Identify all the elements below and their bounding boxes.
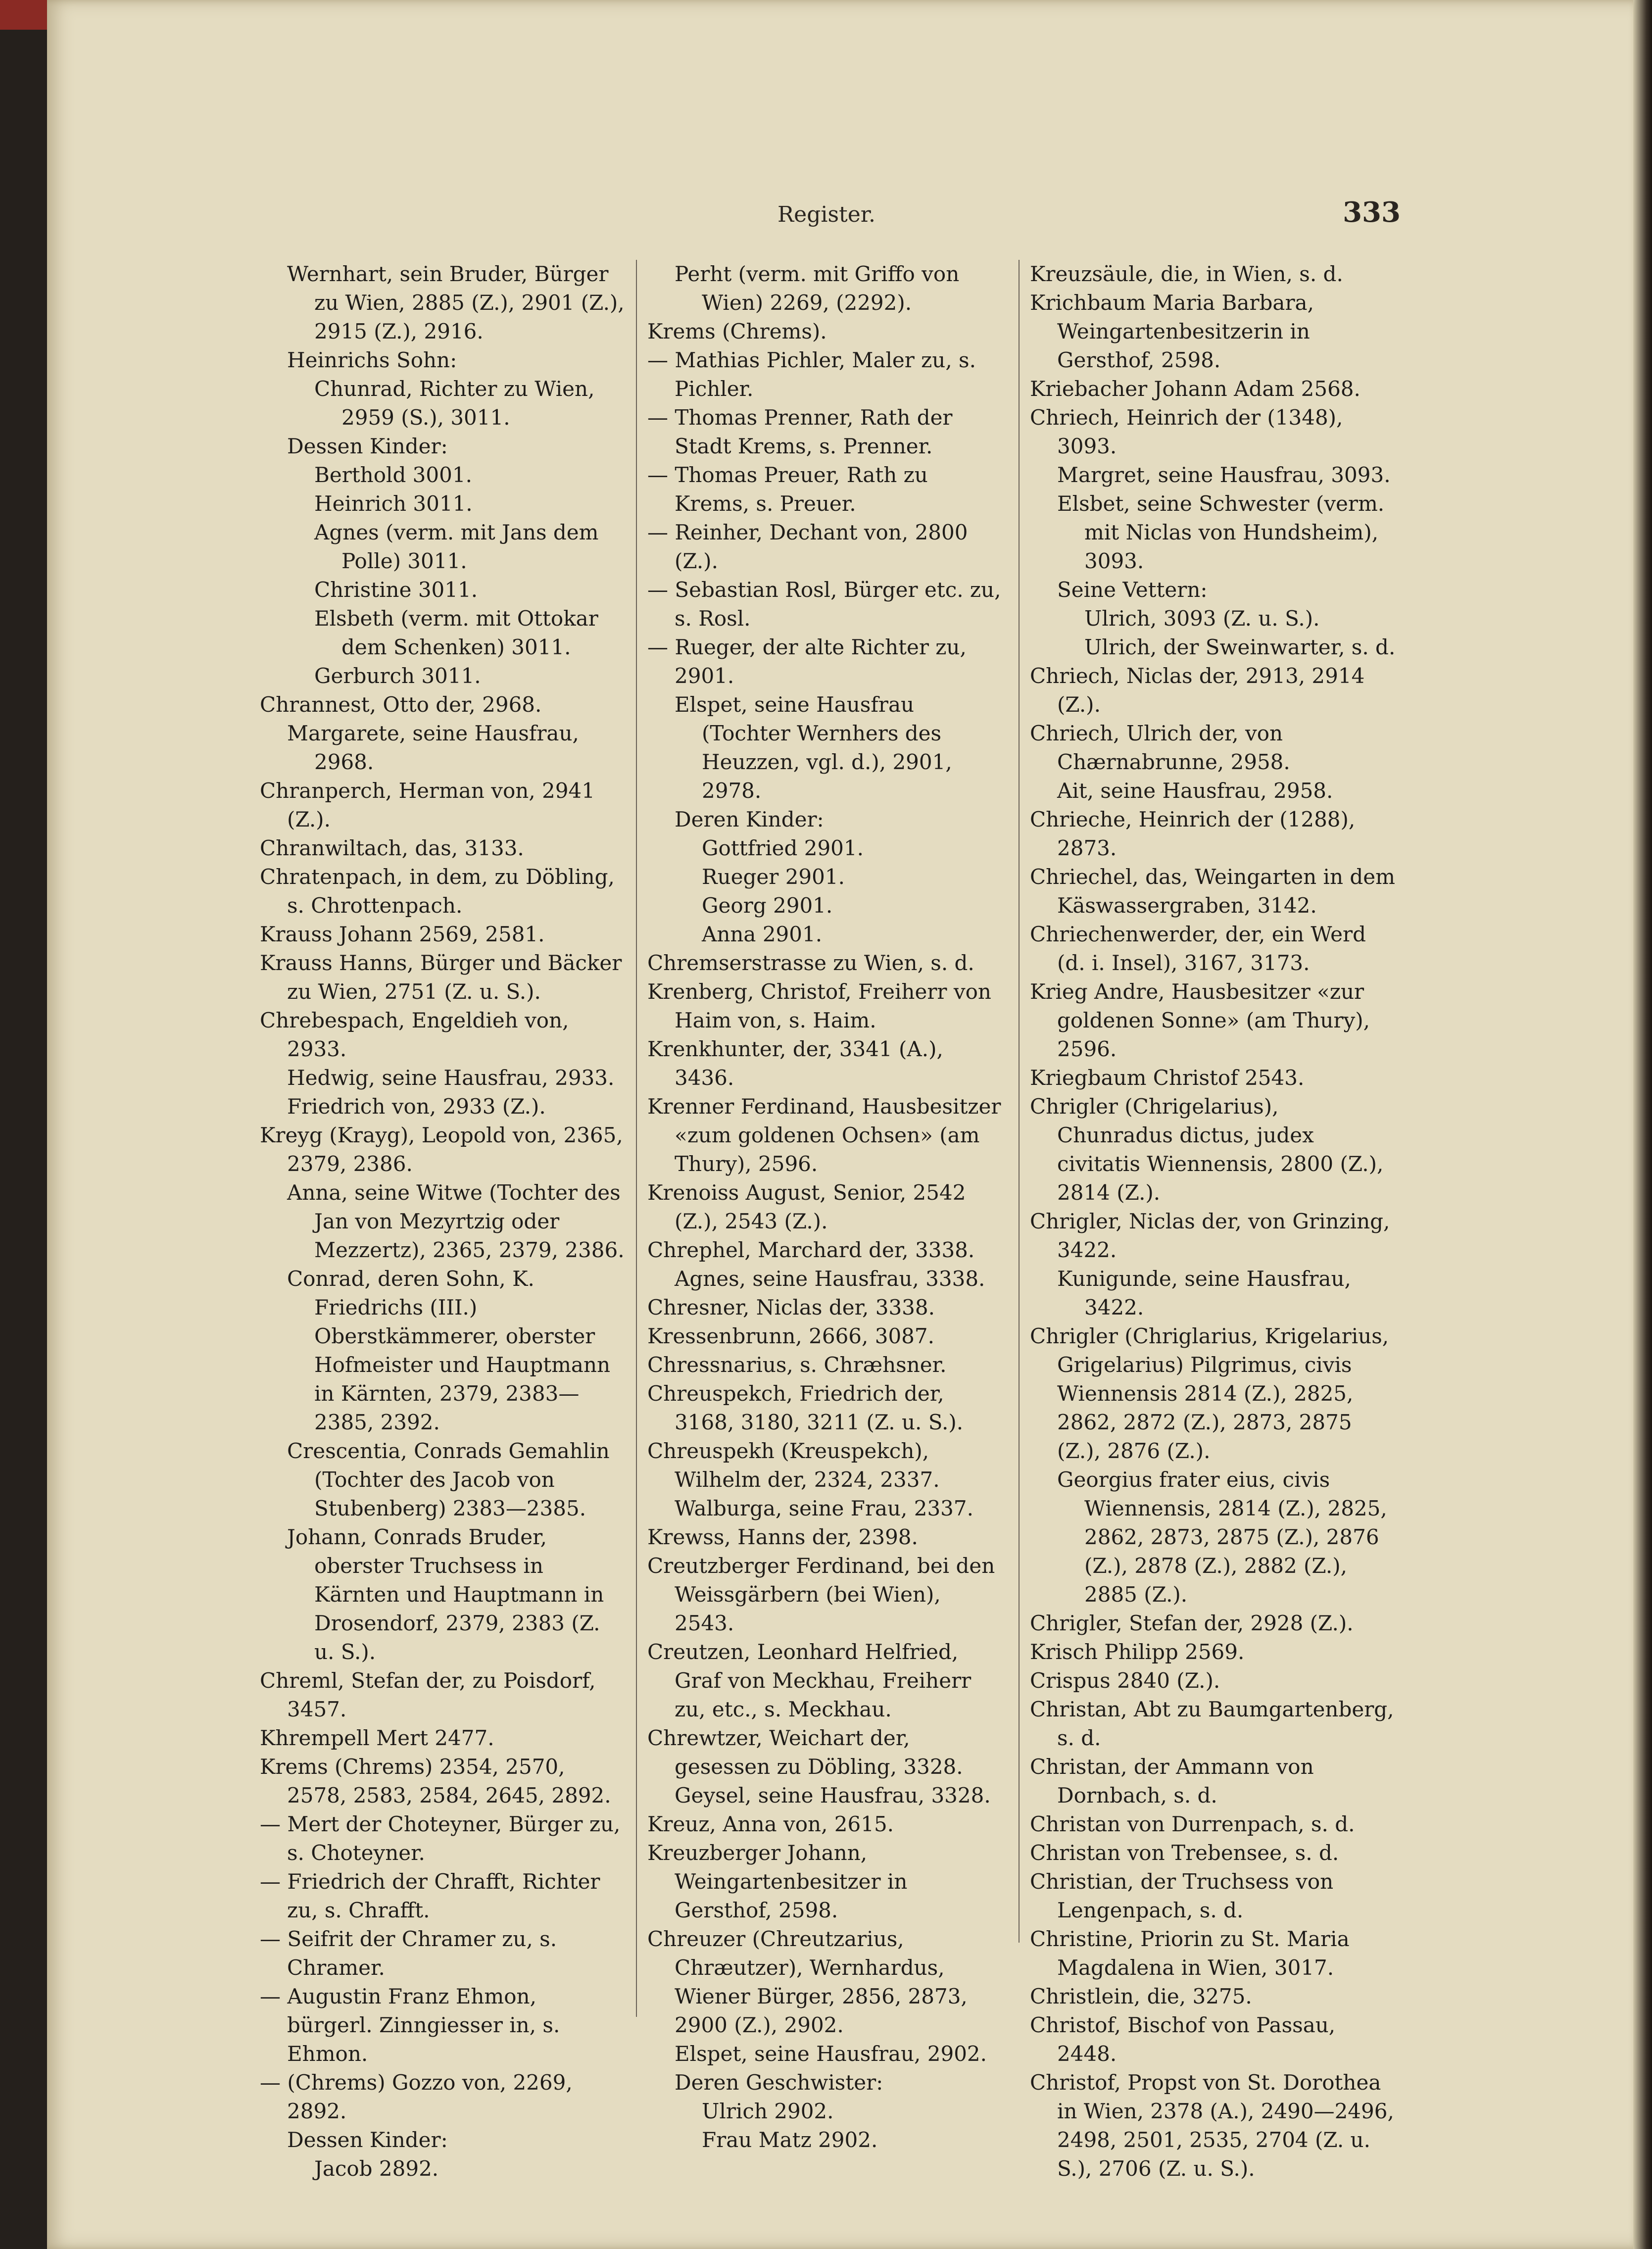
index-entry: Crescentia, Conrads Gemahlin (Tochter des Jacob von Stubenberg) 2383—2385.: [287, 1439, 610, 1520]
index-entry: Chriech, Ulrich der, von Chærnabrunne, 2958.: [1030, 721, 1290, 774]
index-entry: Chreuzer (Chreutzarius, Chræutzer), Wernhardus, Wiener Bürger, 2856, 2873, 2900 (Z.), 2902.: [647, 1927, 968, 2037]
column-rule-left: [636, 260, 637, 2017]
index-entry: Kunigunde, seine Hausfrau, 3422.: [1057, 1267, 1351, 1320]
index-entry: Creutzberger Ferdinand, bei den Weissgärbern (bei Wien), 2543.: [647, 1554, 995, 1635]
index-entry: Anna, seine Witwe (Tochter des Jan von Mezyrtzig oder Mezzertz), 2365, 2379, 2386.: [287, 1180, 625, 1262]
index-entry: Chranperch, Herman von, 2941 (Z.).: [260, 779, 595, 831]
index-entry: — (Chrems) Gozzo von, 2269, 2892.: [260, 2070, 573, 2123]
index-column-middle: [647, 260, 1004, 2154]
index-entry: Chrigler, Stefan der, 2928 (Z.).: [1030, 1611, 1354, 1635]
index-entry: Friedrich von, 2933 (Z.).: [287, 1094, 546, 1119]
index-entry: Krenoiss August, Senior, 2542 (Z.), 2543 (Z.).: [647, 1180, 966, 1233]
index-entry: Krems (Chrems) 2354, 2570, 2578, 2583, 2584, 2645, 2892.: [260, 1755, 611, 1808]
index-entry: — Augustin Franz Ehmon, bürgerl. Zinngiesser in, s. Ehmon.: [260, 1984, 560, 2066]
column-rule-right: [1019, 260, 1020, 1943]
running-header: Register.: [777, 202, 875, 227]
index-entry: Chreml, Stefan der, zu Poisdorf, 3457.: [260, 1668, 596, 1721]
index-entry: Conrad, deren Sohn, K. Friedrichs (III.) Oberstkämmerer, oberster Hofmeister und Hauptmann in Kärnten, 2379, 2383—2385, 2392.: [287, 1267, 611, 1434]
index-entry: Ulrich 2902.: [702, 2099, 834, 2123]
index-entry: Jacob 2892.: [314, 2156, 439, 2181]
index-entry: Chriechel, das, Weingarten in dem Käswassergraben, 3142.: [1030, 865, 1395, 918]
index-entry: Kriebacher Johann Adam 2568.: [1030, 377, 1360, 401]
index-entry: Anna 2901.: [702, 922, 823, 946]
index-entry: Perht (verm. mit Griffo von Wien) 2269, (2292).: [675, 262, 960, 315]
index-entry: Chranwiltach, das, 3133.: [260, 836, 524, 860]
index-entry: Chremserstrasse zu Wien, s. d.: [647, 951, 974, 975]
page-number: 333: [1343, 196, 1401, 229]
index-entry: Chriech, Heinrich der (1348), 3093.: [1030, 405, 1343, 458]
index-entry: Elsbeth (verm. mit Ottokar dem Schenken) 3011.: [314, 606, 598, 659]
index-entry: Johann, Conrads Bruder, oberster Truchsess in Kärnten und Hauptmann in Drosendorf, 2379, 2383 (Z. u. S.).: [287, 1525, 604, 1664]
index-entry: Seine Vettern:: [1057, 578, 1208, 602]
index-entry: — Mert der Choteyner, Bürger zu, s. Choteyner.: [260, 1812, 621, 1865]
index-entry: Kreuzberger Johann, Weingartenbesitzer in Gersthof, 2598.: [647, 1841, 908, 1922]
index-entry: Ulrich, der Sweinwarter, s. d.: [1084, 635, 1396, 659]
index-entry: Berthold 3001.: [314, 463, 472, 487]
index-entry: — Seifrit der Chramer zu, s. Chramer.: [260, 1927, 557, 1980]
index-entry: — Mathias Pichler, Maler zu, s. Pichler.: [647, 348, 976, 401]
index-entry: Christan, der Ammann von Dornbach, s. d.: [1030, 1755, 1314, 1808]
index-entry: Chrieche, Heinrich der (1288), 2873.: [1030, 807, 1356, 860]
index-entry: Khrempell Mert 2477.: [260, 1726, 494, 1750]
index-entry: Crispus 2840 (Z.).: [1030, 1668, 1220, 1693]
index-column-left: [260, 260, 626, 2183]
index-entry: Krenkhunter, der, 3341 (A.), 3436.: [647, 1037, 943, 1090]
index-entry: — Thomas Prenner, Rath der Stadt Krems, s. Prenner.: [647, 405, 953, 458]
index-entry: Christan von Trebensee, s. d.: [1030, 1841, 1339, 1865]
index-entry: Christine 3011.: [314, 578, 478, 602]
index-entry: Kreyg (Krayg), Leopold von, 2365, 2379, 2386.: [260, 1123, 623, 1176]
index-entry: Creutzen, Leonhard Helfried, Graf von Meckhau, Freiherr zu, etc., s. Meckhau.: [647, 1640, 972, 1721]
index-entry: Krauss Hanns, Bürger und Bäcker zu Wien, 2751 (Z. u. S.).: [260, 951, 622, 1004]
index-entry: Heinrich 3011.: [314, 491, 473, 516]
index-entry: Krewss, Hanns der, 2398.: [647, 1525, 918, 1549]
index-entry: Hedwig, seine Hausfrau, 2933.: [287, 1066, 615, 1090]
index-entry: Chriechenwerder, der, ein Werd (d. i. Insel), 3167, 3173.: [1030, 922, 1366, 975]
index-entry: Elspet, seine Hausfrau, 2902.: [675, 2042, 987, 2066]
index-entry: Gottfried 2901.: [702, 836, 864, 860]
index-entry: Christof, Bischof von Passau, 2448.: [1030, 2013, 1336, 2066]
index-entry: Chrannest, Otto der, 2968.: [260, 692, 542, 717]
index-entry: Geysel, seine Hausfrau, 3328.: [675, 1783, 991, 1808]
index-entry: Walburga, seine Frau, 2337.: [675, 1496, 973, 1520]
index-entry: Chrephel, Marchard der, 3338.: [647, 1238, 975, 1262]
index-entry: Christian, der Truchsess von Lengenpach, s. d.: [1030, 1869, 1334, 1922]
index-entry: Christlein, die, 3275.: [1030, 1984, 1252, 2008]
index-entry: Gerburch 3011.: [314, 664, 481, 688]
index-entry: Heinrichs Sohn:: [287, 348, 457, 372]
index-entry: Agnes (verm. mit Jans dem Polle) 3011.: [314, 520, 599, 573]
index-entry: Krauss Johann 2569, 2581.: [260, 922, 545, 946]
index-entry: Krisch Philipp 2569.: [1030, 1640, 1245, 1664]
page-edge: [1633, 0, 1652, 2249]
index-entry: Kriegbaum Christof 2543.: [1030, 1066, 1305, 1090]
index-entry: — Rueger, der alte Richter zu, 2901.: [647, 635, 967, 688]
index-entry: Chrigler (Chrigelarius), Chunradus dictus, judex civitatis Wiennensis, 2800 (Z.), 2814 (Z.).: [1030, 1094, 1384, 1205]
index-entry: Christan, Abt zu Baumgartenberg, s. d.: [1030, 1697, 1394, 1750]
index-entry: Christof, Propst von St. Dorothea in Wien, 2378 (A.), 2490—2496, 2498, 2501, 2535, 2704 (Z. u. S.), 2706 (Z. u. S.).: [1030, 2070, 1394, 2181]
index-entry: Rueger 2901.: [702, 865, 845, 889]
index-entry: Krieg Andre, Hausbesitzer «zur goldenen Sonne» (am Thury), 2596.: [1030, 979, 1370, 1061]
index-entry: Christan von Durrenpach, s. d.: [1030, 1812, 1355, 1836]
index-entry: Krenner Ferdinand, Hausbesitzer «zum goldenen Ochsen» (am Thury), 2596.: [647, 1094, 1001, 1176]
index-entry: Chratenpach, in dem, zu Döbling, s. Chrottenpach.: [260, 865, 615, 918]
index-entry: Margarete, seine Hausfrau, 2968.: [287, 721, 579, 774]
index-entry: — Thomas Preuer, Rath zu Krems, s. Preuer.: [647, 463, 928, 516]
index-entry: Dessen Kinder:: [287, 2128, 448, 2152]
index-entry: Margret, seine Hausfrau, 3093.: [1057, 463, 1391, 487]
index-entry: Kreuzsäule, die, in Wien, s. d.: [1030, 262, 1343, 286]
index-entry: Dessen Kinder:: [287, 434, 448, 458]
index-entry: Chriech, Niclas der, 2913, 2914 (Z.).: [1030, 664, 1365, 717]
index-column-right: [1030, 260, 1396, 2183]
index-entry: Chrewtzer, Weichart der, gesessen zu Döbling, 3328.: [647, 1726, 963, 1779]
index-entry: Ait, seine Hausfrau, 2958.: [1057, 779, 1333, 803]
index-entry: Agnes, seine Hausfrau, 3338.: [675, 1267, 985, 1291]
index-entry: Chressnarius, s. Chræhsner.: [647, 1353, 947, 1377]
index-entry: Chresner, Niclas der, 3338.: [647, 1295, 935, 1320]
index-entry: Krenberg, Christof, Freiherr von Haim von, s. Haim.: [647, 979, 991, 1032]
index-entry: Elsbet, seine Schwester (verm. mit Niclas von Hundsheim), 3093.: [1057, 491, 1385, 573]
index-entry: Georg 2901.: [702, 893, 833, 918]
binding-tab: [0, 0, 47, 30]
index-entry: Deren Geschwister:: [675, 2070, 883, 2095]
index-entry: Deren Kinder:: [675, 807, 824, 831]
index-entry: Chreuspekch, Friedrich der, 3168, 3180, 3211 (Z. u. S.).: [647, 1381, 964, 1434]
index-entry: Chrigler (Chriglarius, Krigelarius, Grigelarius) Pilgrimus, civis Wiennensis 2814 (Z.), 2825, 2862, 2872 (Z.), 2873, 2875 (Z.), 2876 (Z.).: [1030, 1324, 1389, 1463]
index-entry: Ulrich, 3093 (Z. u. S.).: [1084, 606, 1320, 631]
index-entry: — Reinher, Dechant von, 2800 (Z.).: [647, 520, 968, 573]
index-entry: Chrigler, Niclas der, von Grinzing, 3422.: [1030, 1209, 1390, 1262]
index-entry: Chunrad, Richter zu Wien, 2959 (S.), 3011.: [314, 377, 595, 430]
index-entry: Kreuz, Anna von, 2615.: [647, 1812, 894, 1836]
index-entry: Chrebespach, Engeldieh von, 2933.: [260, 1008, 569, 1061]
index-entry: Chreuspekh (Kreuspekch), Wilhelm der, 2324, 2337.: [647, 1439, 940, 1492]
index-entry: — Sebastian Rosl, Bürger etc. zu, s. Rosl.: [647, 578, 1001, 631]
index-entry: Christine, Priorin zu St. Maria Magdalena in Wien, 3017.: [1030, 1927, 1350, 1980]
index-entry: Krichbaum Maria Barbara, Weingartenbesitzerin in Gersthof, 2598.: [1030, 291, 1314, 372]
index-entry: Frau Matz 2902.: [702, 2128, 878, 2152]
index-entry: Georgius frater eius, civis Wiennensis, 2814 (Z.), 2825, 2862, 2873, 2875 (Z.), 2876 (Z.), 2878 (Z.), 2882 (Z.), 2885 (Z.).: [1057, 1467, 1387, 1607]
index-entry: Elspet, seine Hausfrau (Tochter Wernhers des Heuzzen, vgl. d.), 2901, 2978.: [675, 692, 952, 803]
index-entry: Kressenbrunn, 2666, 3087.: [647, 1324, 934, 1348]
index-entry: — Friedrich der Chrafft, Richter zu, s. Chrafft.: [260, 1869, 600, 1922]
index-entry: Wernhart, sein Bruder, Bürger zu Wien, 2885 (Z.), 2901 (Z.), 2915 (Z.), 2916.: [287, 262, 625, 343]
index-entry: Krems (Chrems).: [647, 319, 827, 343]
